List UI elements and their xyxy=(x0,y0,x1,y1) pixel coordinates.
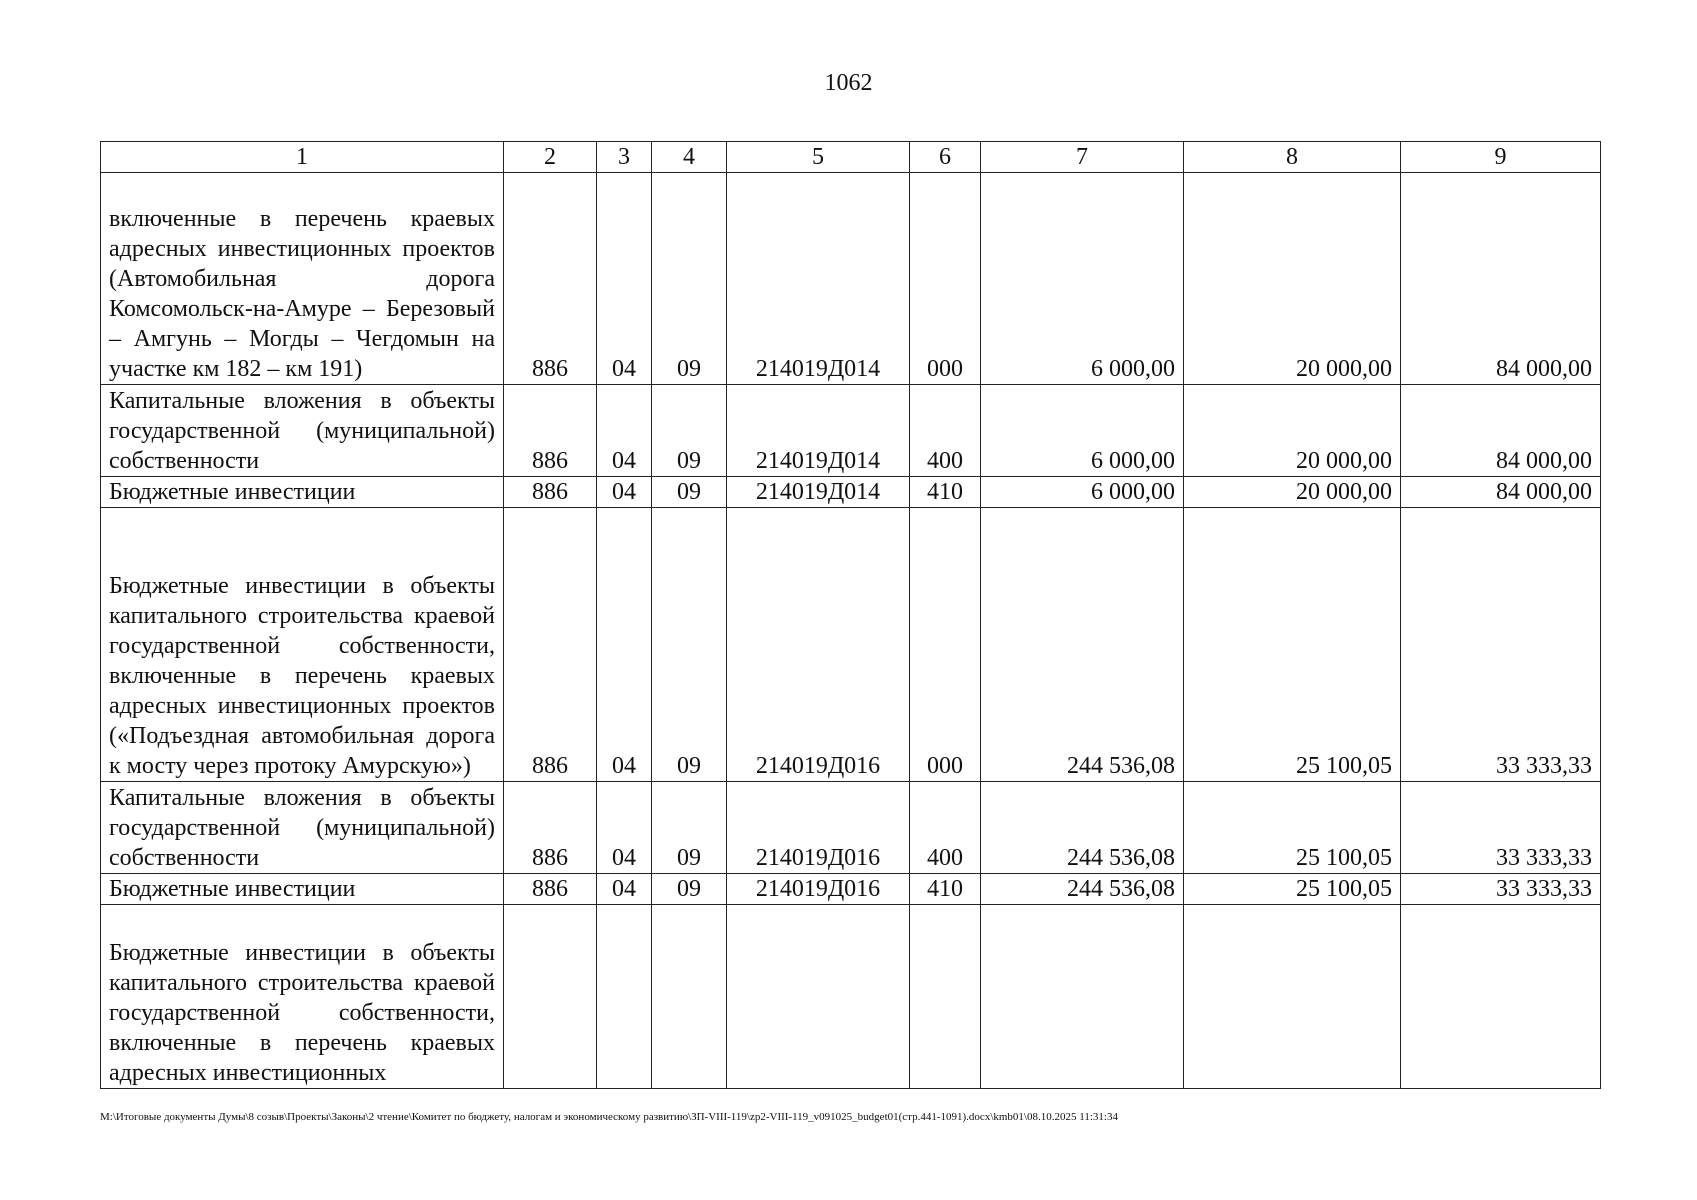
cell-section xyxy=(597,905,652,1089)
row-description: Бюджетные инвестиции xyxy=(101,477,504,508)
cell-amount-col7: 6 000,00 xyxy=(981,173,1184,385)
cell-expense-type: 410 xyxy=(910,477,981,508)
column-header: 7 xyxy=(981,142,1184,173)
row-description: включенные в перечень краевых адресных инвестиционных проектов (Автомобильная дорога Комсомольск-на-Амуре – Березовый – Амгунь – Могды – Чегдомын на участке км 182 – км 191) xyxy=(101,173,504,385)
table-row xyxy=(101,385,1601,477)
cell-subsection: 09 xyxy=(652,477,727,508)
cell-expense-type: 000 xyxy=(910,173,981,385)
cell-subsection: 09 xyxy=(652,385,727,477)
cell-target-article xyxy=(727,905,910,1089)
row-description: Капитальные вложения в объекты государственной (муниципальной) собственности xyxy=(101,782,504,874)
cell-amount-col8: 20 000,00 xyxy=(1184,385,1401,477)
cell-amount-col7: 244 536,08 xyxy=(981,508,1184,782)
column-header: 1 xyxy=(101,142,504,173)
cell-subsection: 09 xyxy=(652,782,727,874)
table-row xyxy=(101,874,1601,905)
cell-amount-col9: 84 000,00 xyxy=(1401,385,1601,477)
cell-amount-col9: 84 000,00 xyxy=(1401,477,1601,508)
cell-expense-type: 410 xyxy=(910,874,981,905)
cell-admin-code: 886 xyxy=(504,508,597,782)
column-header: 3 xyxy=(597,142,652,173)
cell-target-article: 214019Д014 xyxy=(727,385,910,477)
document-file-path: M:\Итоговые документы Думы\8 созыв\Проекты\Законы\2 чтение\Комитет по бюджету, налогам и экономическому развитию\ЗП-VIII-119\zp2-VIII-119_v091025_budget01(стр.441-1091).docx\kmb01\08.10.2025 11:31:34 xyxy=(100,1111,1118,1123)
cell-amount-col8: 25 100,05 xyxy=(1184,782,1401,874)
row-description: Бюджетные инвестиции в объекты капитального строительства краевой государственной собственности, включенные в перечень краевых адресных инвестиционных проектов («Подъездная автомобильная дорога к мосту через протоку Амурскую») xyxy=(101,508,504,782)
cell-amount-col7: 6 000,00 xyxy=(981,477,1184,508)
cell-expense-type: 400 xyxy=(910,385,981,477)
cell-amount-col8: 25 100,05 xyxy=(1184,508,1401,782)
cell-target-article: 214019Д014 xyxy=(727,173,910,385)
cell-admin-code: 886 xyxy=(504,782,597,874)
table-row xyxy=(101,782,1601,874)
cell-subsection: 09 xyxy=(652,508,727,782)
page-number: 1062 xyxy=(824,70,873,96)
table-header-row xyxy=(101,142,1601,173)
cell-amount-col9: 33 333,33 xyxy=(1401,508,1601,782)
cell-section: 04 xyxy=(597,874,652,905)
cell-amount-col8 xyxy=(1184,905,1401,1089)
cell-target-article: 214019Д014 xyxy=(727,477,910,508)
cell-subsection: 09 xyxy=(652,173,727,385)
cell-amount-col9: 33 333,33 xyxy=(1401,874,1601,905)
cell-amount-col7: 6 000,00 xyxy=(981,385,1184,477)
cell-target-article: 214019Д016 xyxy=(727,874,910,905)
cell-admin-code: 886 xyxy=(504,173,597,385)
cell-subsection: 09 xyxy=(652,874,727,905)
cell-amount-col8: 20 000,00 xyxy=(1184,477,1401,508)
cell-amount-col9 xyxy=(1401,905,1601,1089)
table-row xyxy=(101,905,1601,1089)
cell-amount-col7: 244 536,08 xyxy=(981,874,1184,905)
cell-amount-col7 xyxy=(981,905,1184,1089)
cell-target-article: 214019Д016 xyxy=(727,782,910,874)
column-header: 8 xyxy=(1184,142,1401,173)
cell-section: 04 xyxy=(597,173,652,385)
cell-admin-code: 886 xyxy=(504,477,597,508)
row-description: Бюджетные инвестиции в объекты капитального строительства краевой государственной собственности, включенные в перечень краевых адресных инвестиционных xyxy=(101,905,504,1089)
cell-section: 04 xyxy=(597,782,652,874)
cell-target-article: 214019Д016 xyxy=(727,508,910,782)
cell-admin-code xyxy=(504,905,597,1089)
cell-amount-col8: 25 100,05 xyxy=(1184,874,1401,905)
cell-amount-col8: 20 000,00 xyxy=(1184,173,1401,385)
column-header: 4 xyxy=(652,142,727,173)
cell-amount-col7: 244 536,08 xyxy=(981,782,1184,874)
cell-subsection xyxy=(652,905,727,1089)
cell-section: 04 xyxy=(597,477,652,508)
cell-amount-col9: 84 000,00 xyxy=(1401,173,1601,385)
cell-expense-type: 000 xyxy=(910,508,981,782)
cell-section: 04 xyxy=(597,385,652,477)
cell-amount-col9: 33 333,33 xyxy=(1401,782,1601,874)
table-row xyxy=(101,508,1601,782)
column-header: 2 xyxy=(504,142,597,173)
cell-section: 04 xyxy=(597,508,652,782)
cell-expense-type xyxy=(910,905,981,1089)
table-row xyxy=(101,477,1601,508)
cell-admin-code: 886 xyxy=(504,385,597,477)
table-row xyxy=(101,173,1601,385)
row-description: Капитальные вложения в объекты государственной (муниципальной) собственности xyxy=(101,385,504,477)
budget-table xyxy=(100,141,1601,1089)
cell-expense-type: 400 xyxy=(910,782,981,874)
column-header: 9 xyxy=(1401,142,1601,173)
row-description: Бюджетные инвестиции xyxy=(101,874,504,905)
column-header: 6 xyxy=(910,142,981,173)
cell-admin-code: 886 xyxy=(504,874,597,905)
column-header: 5 xyxy=(727,142,910,173)
